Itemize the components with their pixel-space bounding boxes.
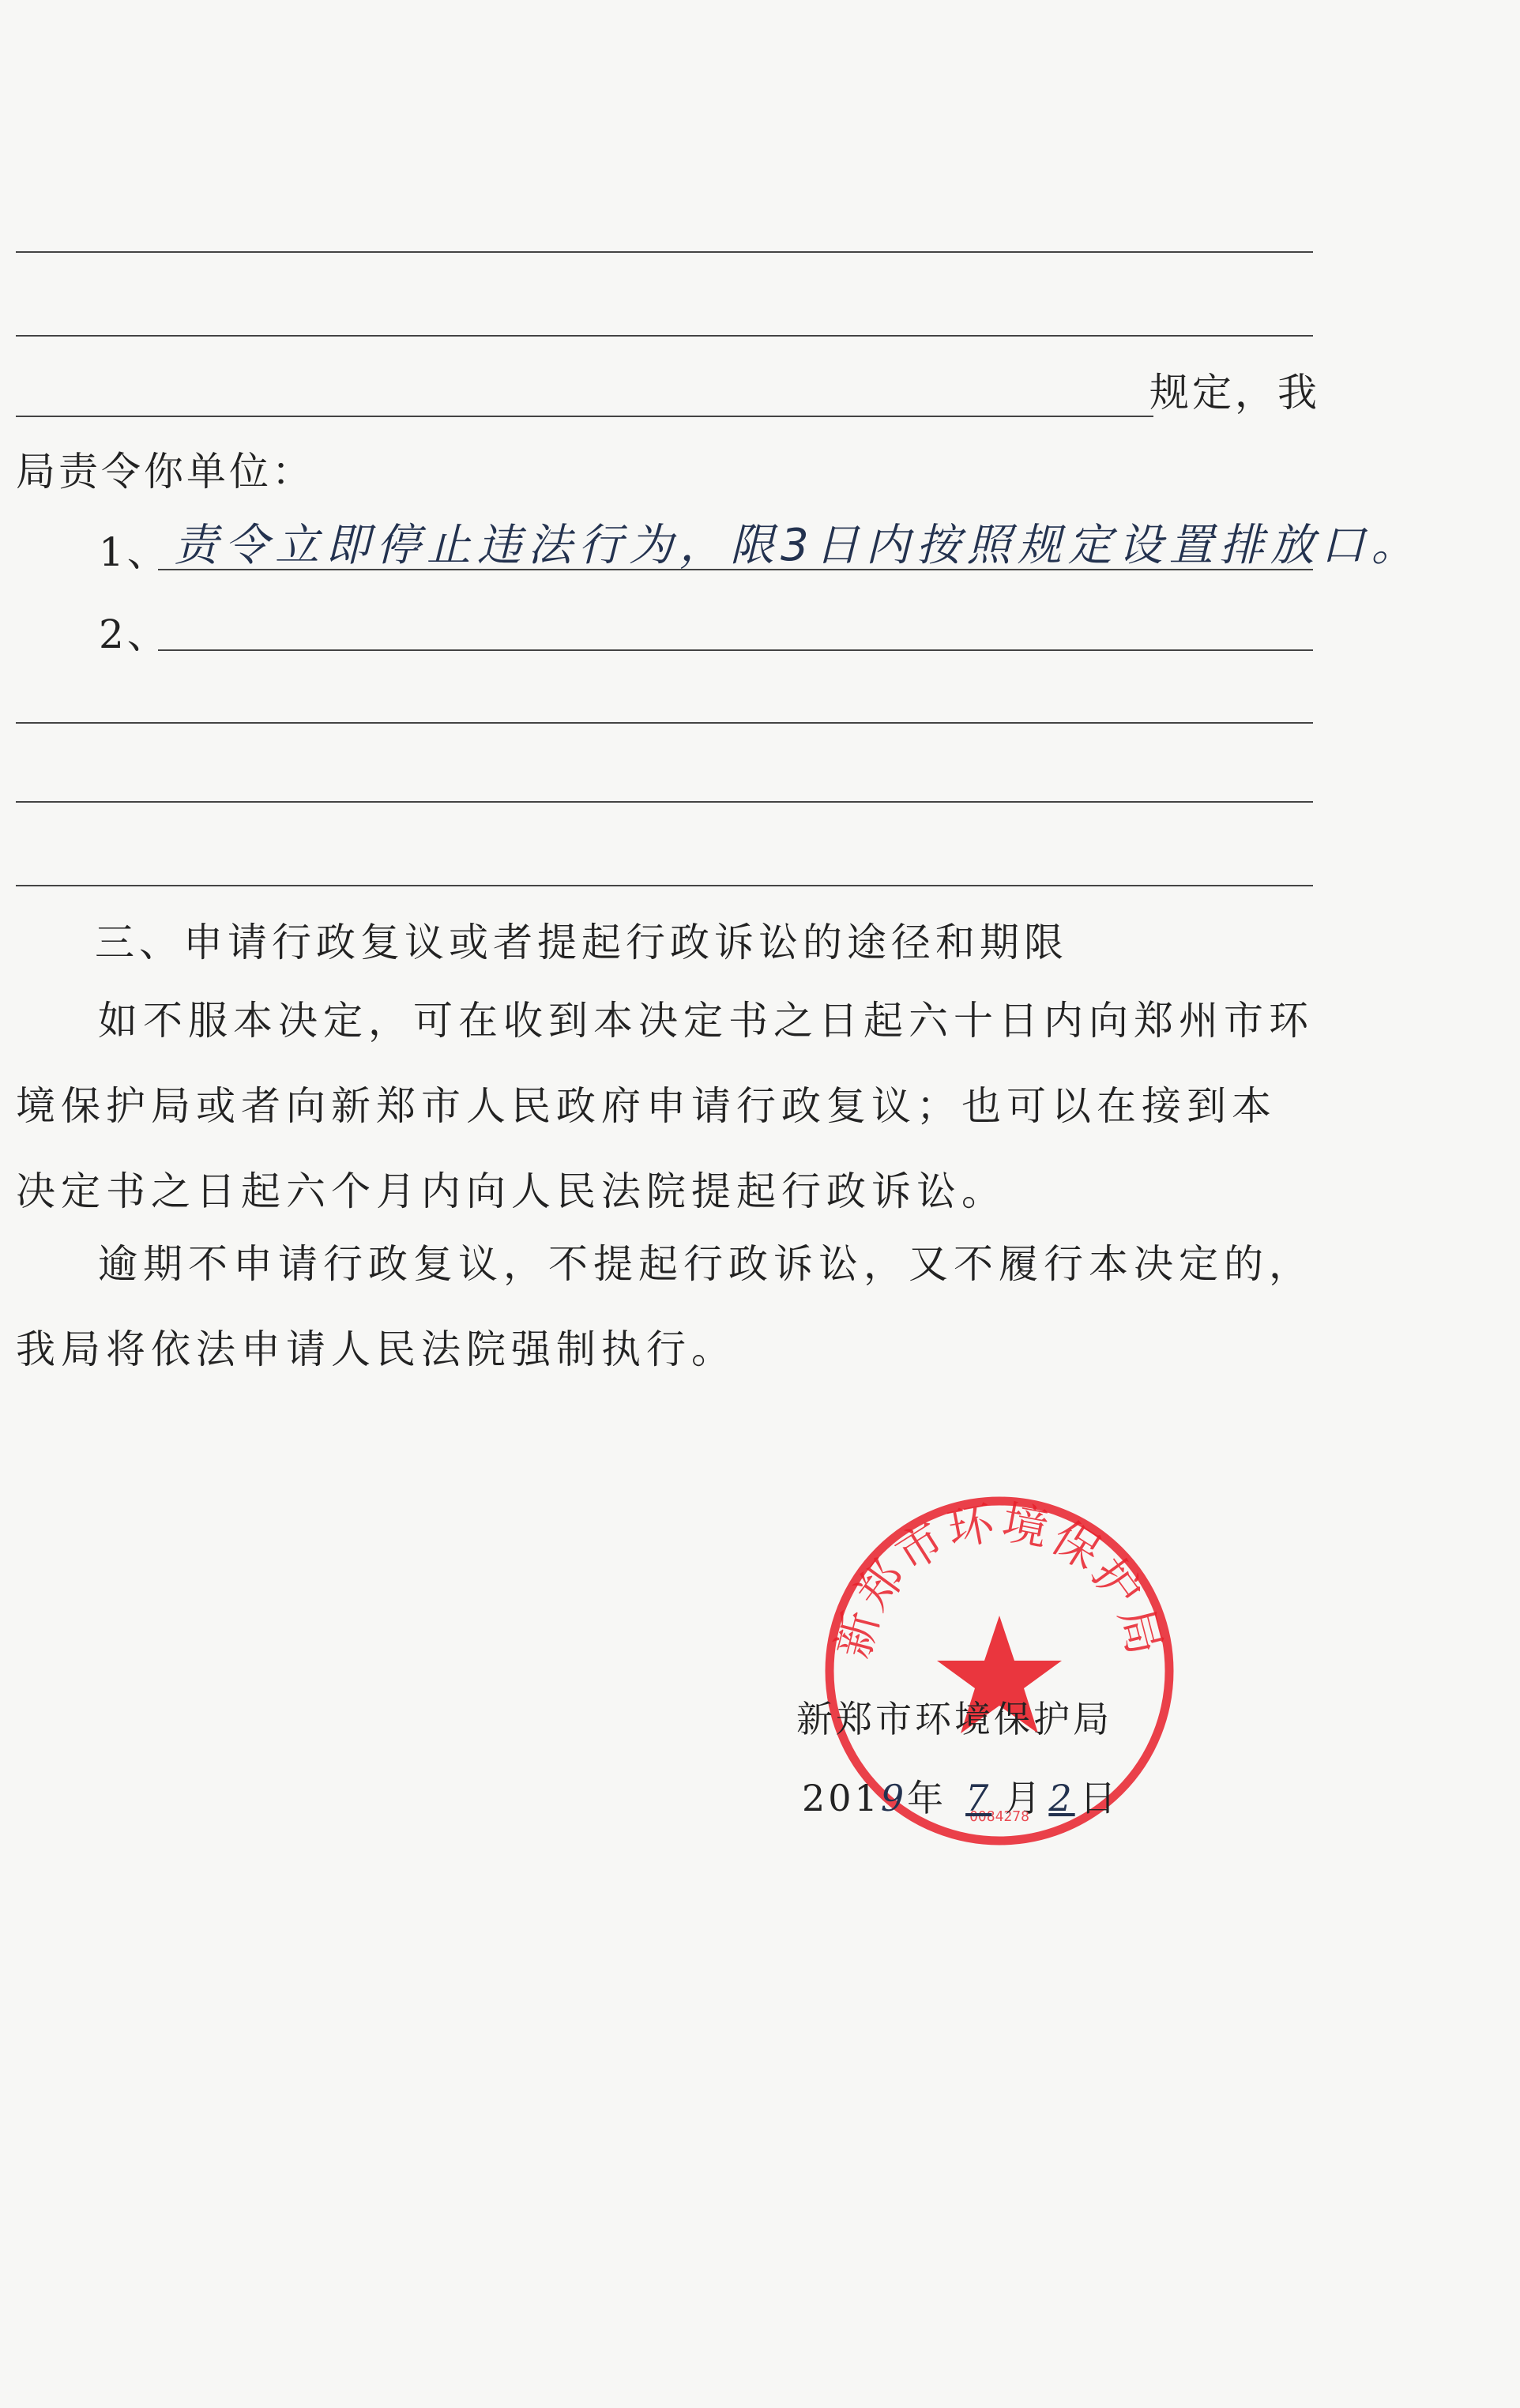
paragraph-2-text: 逾期不申请行政复议，不提起行政诉讼，又不履行本决定的，我局将依法申请人民法院强制执行。: [16, 1241, 1314, 1372]
section3-heading: 三、申请行政复议或者提起行政诉讼的途径和期限: [95, 920, 1068, 965]
order-1-handwritten: 责令立即停止违法行为，限3日内按照规定设置排放口。: [174, 520, 1422, 571]
order-intro: 局责令你单位：: [16, 449, 314, 495]
order-2-number: 2、: [99, 611, 170, 657]
blank-line-5: [16, 801, 1313, 803]
blank-line-1: [16, 251, 1313, 253]
date-year-char: 年: [907, 1777, 947, 1819]
date-year-digit: 9: [880, 1777, 908, 1819]
seal-text: 新郑市环境保护局: [826, 1495, 1173, 1664]
blank-line-6: [16, 885, 1313, 886]
date-month: 7: [965, 1777, 992, 1819]
regulation-tail: 规定，我: [1149, 370, 1320, 416]
order-1-number: 1、: [99, 529, 170, 575]
section3-paragraph-1: [16, 978, 1319, 1234]
date-month-char: 月: [1004, 1777, 1044, 1819]
blank-line-4: [16, 722, 1313, 724]
order-2-line: [158, 649, 1313, 651]
date-prefix: 201: [802, 1777, 881, 1819]
blank-line-2: [16, 335, 1313, 337]
blank-line-3: [16, 416, 1153, 417]
seal-serial: 0084278: [969, 1808, 1029, 1825]
date-day: 2: [1048, 1777, 1075, 1819]
section3-paragraph-2: [16, 1221, 1319, 1392]
issuing-authority: 新郑市环境保护局: [796, 1698, 1112, 1740]
date-day-char: 日: [1079, 1777, 1119, 1819]
issue-date: [802, 1770, 1119, 1822]
paragraph-1-text: 如不服本决定，可在收到本决定书之日起六十日内向郑州市环境保护局或者向新郑市人民政府申请行政复议；也可以在接到本决定书之日起六个月内向人民法院提起行政诉讼。: [16, 998, 1314, 1214]
